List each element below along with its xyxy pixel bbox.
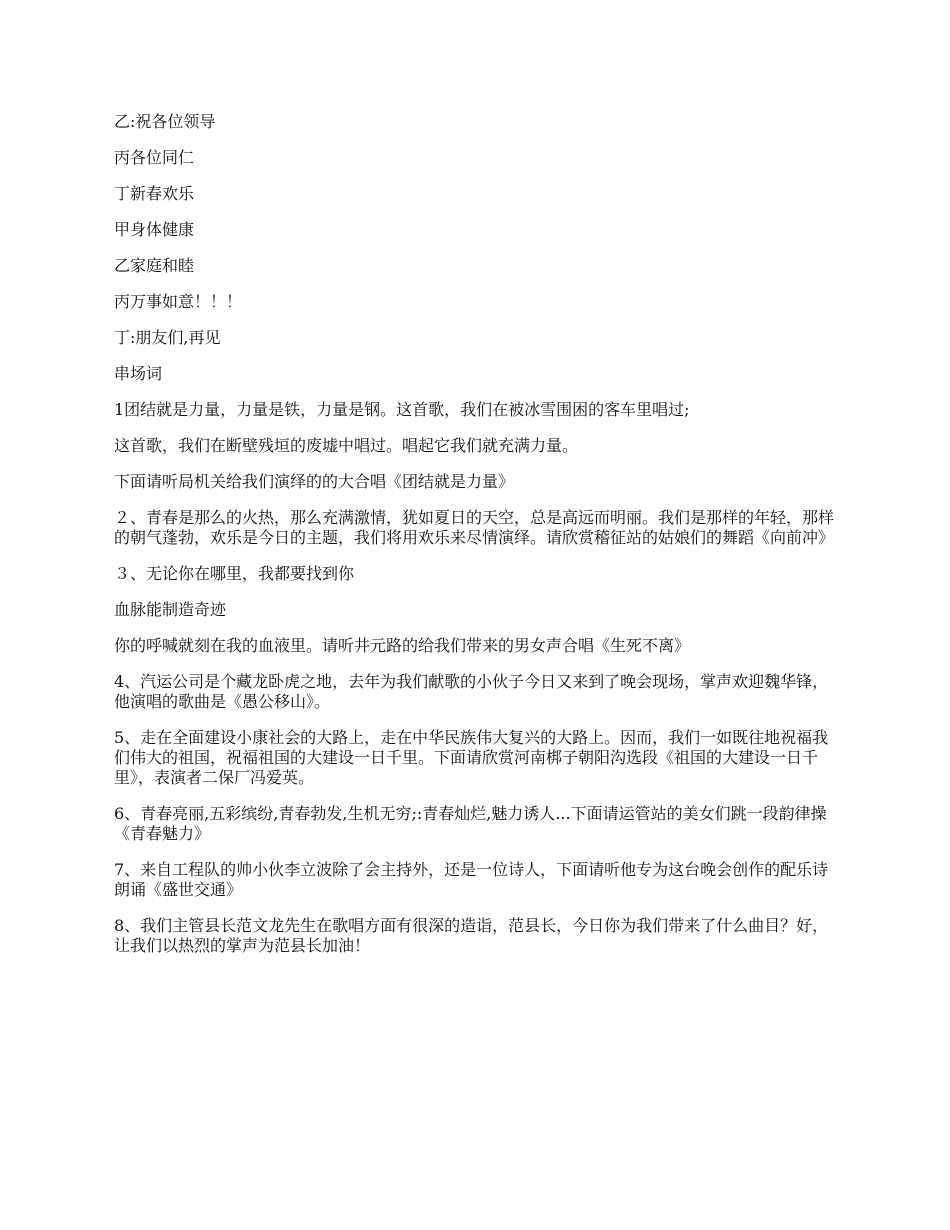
text-line: 乙:祝各位领导 xyxy=(114,112,216,131)
text-line: 丙万事如意！！！ xyxy=(114,292,243,311)
paragraph: 5、走在全面建设小康社会的大路上，走在中华民族伟大复兴的大路上。因而，我们一如既往地祝福我们伟大的祖国，祝福祖国的大建设一日千里。下面请欣赏河南梆子朝阳沟选段《祖国的大建设一日千里》，表演者二保厂冯爱英。 xyxy=(114,728,829,787)
paragraph: 你的呼喊就刻在我的血液里。请听井元路的给我们带来的男女声合唱《生死不离》 xyxy=(114,636,691,655)
text-line: 这首歌，我们在断壁残垣的废墟中唱过。唱起它我们就充满力量。 xyxy=(114,436,579,455)
paragraph: 6、青春亮丽,五彩缤纷,青春勃发,生机无穷;:青春灿烂,魅力诱人...下面请运管站的美女们跳一段韵律操《青春魅力》 xyxy=(114,804,827,843)
text-line: 乙家庭和睦 xyxy=(114,256,195,275)
paragraph: ２、青春是那么的火热，那么充满激情，犹如夏日的天空，总是高远而明丽。我们是那样的年轻，那样的朝气蓬勃，欢乐是今日的主题，我们将用欢乐来尽情演绎。请欣赏稽征站的姑娘们的舞蹈《向前冲》 xyxy=(114,508,835,547)
paragraph: 4、汽运公司是个藏龙卧虎之地，去年为我们献歌的小伙子今日又来到了晚会现场，掌声欢迎魏华锋，他演唱的歌曲是《愚公移山》。 xyxy=(114,672,829,711)
paragraph: 8、我们主管县长范文龙先生在歌唱方面有很深的造诣，范县长，今日你为我们带来了什么曲目？好，让我们以热烈的掌声为范县长加油！ xyxy=(114,916,829,955)
document-page xyxy=(114,112,844,972)
text-line: 甲身体健康 xyxy=(114,220,195,239)
text-line: 1团结就是力量，力量是铁，力量是钢。这首歌，我们在被冰雪围困的客车里唱过; xyxy=(114,400,690,419)
paragraph: 血脉能制造奇迹 xyxy=(114,600,227,619)
section-heading: 串场词 xyxy=(114,364,163,383)
paragraph: ３、无论你在哪里，我都要找到你 xyxy=(114,564,355,583)
text-line: 下面请听局机关给我们演绎的的大合唱《团结就是力量》 xyxy=(114,472,515,491)
text-line: 丁新春欢乐 xyxy=(114,184,195,203)
text-line: 丁:朋友们,再见 xyxy=(114,328,221,347)
text-line: 丙各位同仁 xyxy=(114,148,195,167)
paragraph: 7、来自工程队的帅小伙李立波除了会主持外，还是一位诗人，下面请听他专为这台晚会创作的配乐诗朗诵《盛世交通》 xyxy=(114,860,829,899)
